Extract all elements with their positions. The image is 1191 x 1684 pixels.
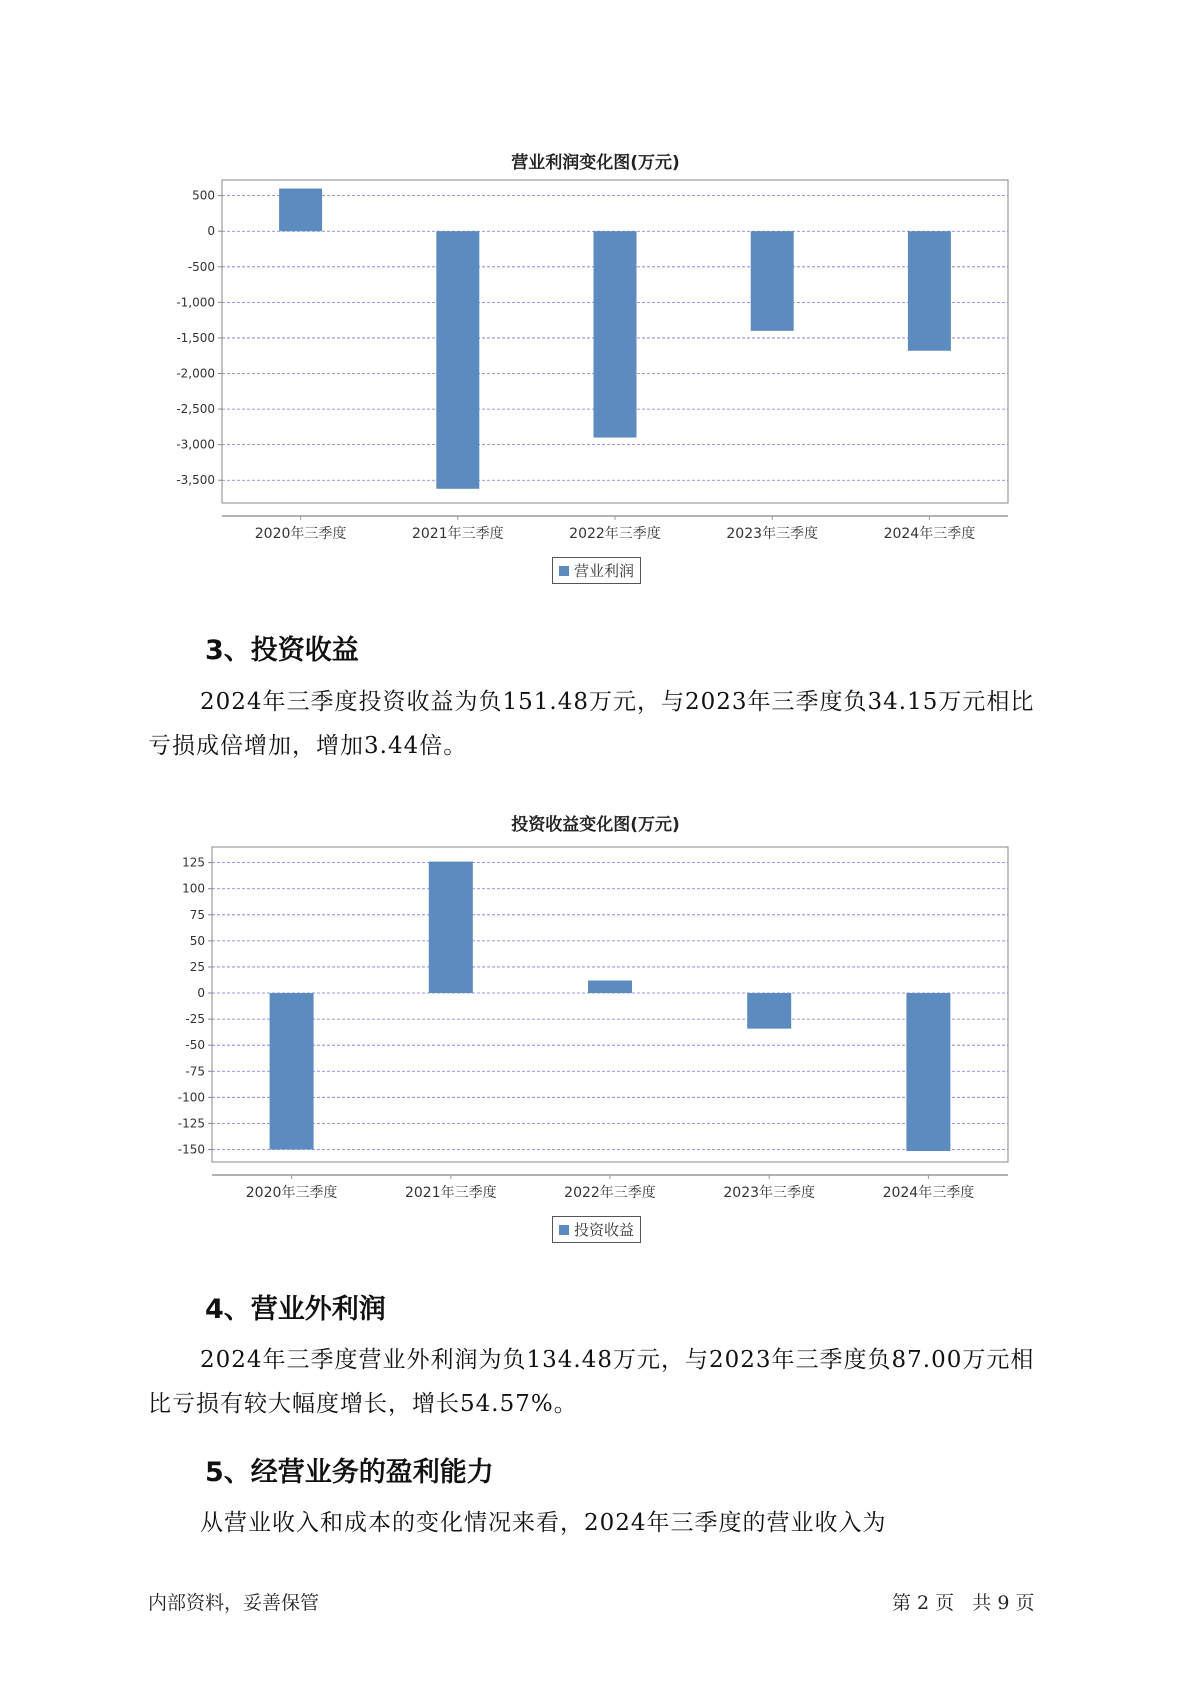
legend-swatch-icon xyxy=(559,1225,569,1235)
y-tick-label: -500 xyxy=(187,259,215,274)
y-tick-label: -1,000 xyxy=(176,295,215,310)
y-tick-label: 25 xyxy=(189,959,205,974)
bar xyxy=(747,993,791,1029)
footer-page-number: 第 2 页 共 9 页 xyxy=(892,1592,1035,1614)
invest-paragraph: 2024年三季度投资收益为负151.48万元，与2023年三季度负34.15万元相比亏损成倍增加，增加3.44倍。 xyxy=(148,689,1035,759)
x-tick-label: 2024年三季度 xyxy=(883,526,976,542)
chart2-legend xyxy=(552,1216,641,1243)
footer-left: 内部资料，妥善保管 xyxy=(148,1592,320,1614)
x-tick-label: 2022年三季度 xyxy=(569,526,661,542)
bar xyxy=(906,993,950,1151)
y-tick-label: 125 xyxy=(182,855,205,870)
y-tick-label: -3,000 xyxy=(176,437,215,452)
plot-area xyxy=(212,847,1008,1162)
y-tick-label: -125 xyxy=(177,1116,205,1131)
y-tick-label: -75 xyxy=(185,1064,205,1079)
chart2-legend-label: 投资收益 xyxy=(574,1221,635,1239)
x-tick-label: 2020年三季度 xyxy=(245,1185,338,1201)
y-tick-label: 500 xyxy=(192,188,215,203)
y-tick-label: -2,000 xyxy=(176,366,215,381)
y-tick-label: 100 xyxy=(182,881,205,896)
chart1-legend-label: 营业利润 xyxy=(574,562,635,580)
bar xyxy=(270,993,314,1149)
y-tick-label: -3,500 xyxy=(176,473,215,488)
y-tick-label: 75 xyxy=(189,907,205,922)
profit-paragraph: 从营业收入和成本的变化情况来看，2024年三季度的营业收入为 xyxy=(200,1510,887,1536)
y-tick-label: -100 xyxy=(177,1090,205,1105)
x-tick-label: 2022年三季度 xyxy=(564,1185,656,1201)
x-tick-label: 2023年三季度 xyxy=(723,1185,816,1201)
y-tick-label: 0 xyxy=(207,224,215,239)
x-tick-label: 2023年三季度 xyxy=(726,526,819,542)
x-tick-label: 2020年三季度 xyxy=(254,526,347,542)
invest-heading: 3、投资收益 xyxy=(205,635,359,666)
y-tick-label: -150 xyxy=(177,1142,205,1157)
bar xyxy=(588,981,632,994)
x-tick-label: 2024年三季度 xyxy=(882,1185,975,1201)
nonop-paragraph: 2024年三季度营业外利润为负134.48万元，与2023年三季度负87.00万元相比亏损有较大幅度增长，增长54.57%。 xyxy=(148,1347,1035,1417)
profit-heading: 5、经营业务的盈利能力 xyxy=(205,1457,494,1488)
y-tick-label: -1,500 xyxy=(176,330,215,345)
x-tick-label: 2021年三季度 xyxy=(404,1185,497,1201)
bar xyxy=(429,862,473,993)
y-tick-label: 50 xyxy=(189,933,205,948)
y-tick-label: -2,500 xyxy=(176,402,215,417)
x-tick-label: 2021年三季度 xyxy=(411,526,504,542)
y-tick-label: -50 xyxy=(185,1038,205,1053)
y-tick-label: 0 xyxy=(197,986,205,1001)
chart2-title: 投资收益变化图(万元) xyxy=(511,815,680,835)
chart1-title: 营业利润变化图(万元) xyxy=(511,153,680,173)
nonop-heading: 4、营业外利润 xyxy=(205,1294,386,1325)
y-tick-label: -25 xyxy=(185,1012,205,1027)
